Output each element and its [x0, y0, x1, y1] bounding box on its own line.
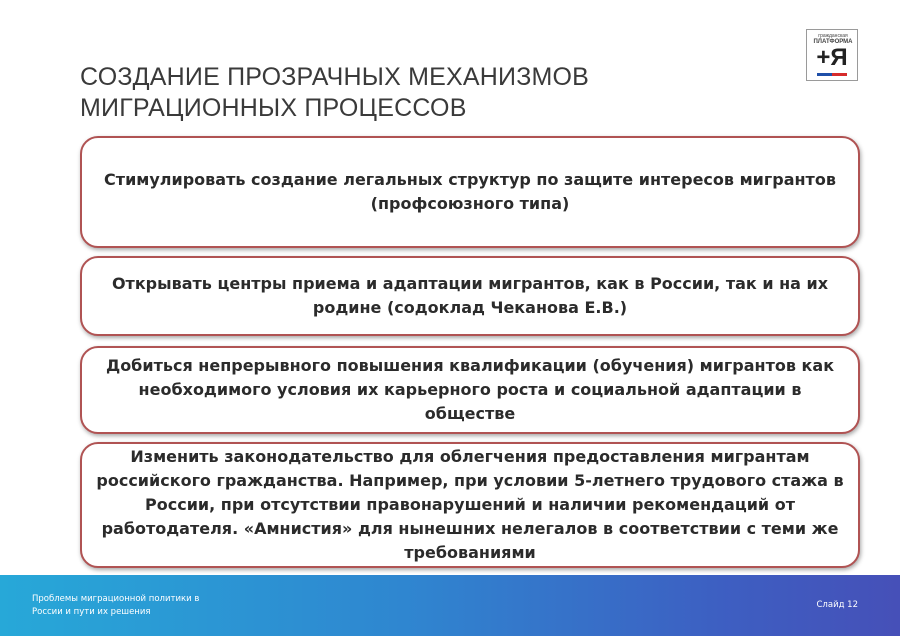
proposal-text-4: Изменить законодательство для облегчения предоставления мигрантам российского гражданства. Например, при условии 5-летнего трудового стажа в России, при отсутствии правонарушений и наличии рекомендаций от работодателя. «Амнистия» для нынешних нелегалов в соответствии с теми же требованиями: [96, 447, 844, 562]
footer-caption-line-2: России и пути их решения: [32, 607, 151, 617]
proposal-box-2: [80, 256, 860, 336]
proposal-box-3: [80, 346, 860, 434]
logo-flag-bar: [817, 73, 847, 76]
proposal-text-3: Добиться непрерывного повышения квалификации (обучения) мигрантов как необходимого условия их карьерного роста и социальной адаптации в обществе: [105, 356, 835, 423]
proposal-text-2: Открывать центры приема и адаптации мигрантов, как в России, так и на их родине (содоклад Чеканова Е.В.): [111, 274, 829, 317]
slide-title: [80, 62, 720, 124]
slide-title-line-1: СОЗДАНИЕ ПРОЗРАЧНЫХ МЕХАНИЗМОВ: [80, 63, 590, 91]
slide-number: Слайд 12: [816, 600, 858, 610]
logo-mark: +Я: [816, 44, 848, 71]
footer-caption-line-1: Проблемы миграционной политики в: [32, 594, 200, 604]
proposal-box-4: [80, 442, 860, 568]
proposal-box-1: [80, 136, 860, 248]
logo-text-line-2: ПЛАТФОРМА: [813, 39, 853, 45]
proposal-text-1: Стимулировать создание легальных структур по защите интересов мигрантов (профсоюзного типа): [104, 170, 836, 213]
slide-title-line-2: МИГРАЦИОННЫХ ПРОЦЕССОВ: [80, 94, 467, 122]
logo-text-line-1: гражданская: [818, 33, 848, 39]
footer-caption: [32, 593, 232, 619]
civic-platform-logo: [806, 29, 858, 81]
